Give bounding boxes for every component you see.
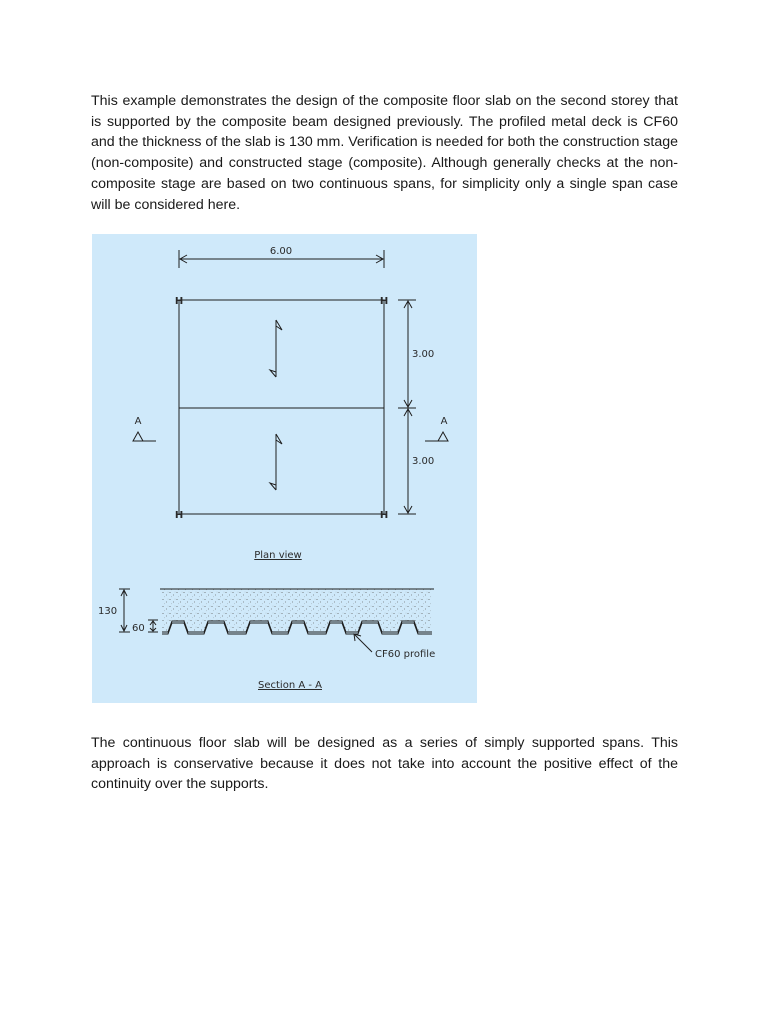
span-dimensions xyxy=(398,300,434,514)
profile-label: CF60 profile xyxy=(375,649,436,660)
plan-view-caption: Plan view xyxy=(254,550,302,561)
beam-end-top-right: H xyxy=(379,296,389,307)
upper-span-label: 3.00 xyxy=(412,349,435,360)
section-mark-left-letter: A xyxy=(134,416,142,427)
section-mark-right xyxy=(425,416,448,441)
span-direction-arrow-lower xyxy=(270,434,282,490)
section-mark-right-letter: A xyxy=(440,416,448,427)
slab-drawing-figure xyxy=(92,234,477,703)
beam-end-bottom-right: H xyxy=(379,510,389,521)
span-direction-arrow-upper xyxy=(270,320,282,377)
lower-span-label: 3.00 xyxy=(412,456,435,467)
beam-end-top-left: H xyxy=(174,296,184,307)
conclusion-paragraph: The continuous floor slab will be designed as a series of simply supported spans. This approach is conservative because it does not take into account the positive effect of the continuity over the supports. xyxy=(91,735,678,793)
width-dimension-label: 6.00 xyxy=(269,246,293,257)
beam-end-bottom-left: H xyxy=(174,510,184,521)
section-mark-left xyxy=(133,416,156,441)
deck-depth-dimension xyxy=(132,620,158,634)
slab-depth-dimension xyxy=(98,589,130,632)
section-view xyxy=(98,589,435,691)
slab-drawing xyxy=(92,234,477,703)
width-dimension xyxy=(179,246,384,268)
concrete-slab xyxy=(162,589,432,632)
plan-outline xyxy=(179,300,384,514)
intro-paragraph: This example demonstrates the design of the composite floor slab on the second storey that is supported by the composite beam designed previously. The profiled metal deck is CF60 and the thickness of the slab is 130 mm. Verification is needed for both the construction stage (non-composite) and constructed stage (composite). Although generally checks at the non-composite stage are based on two continuous spans, for simplicity only a single span case will be considered here. xyxy=(91,93,678,213)
plan-view xyxy=(133,246,448,561)
deck-depth-label: 60 xyxy=(132,623,145,634)
slab-depth-label: 130 xyxy=(98,606,118,617)
profile-leader xyxy=(354,634,435,660)
section-caption: Section A - A xyxy=(258,680,322,691)
